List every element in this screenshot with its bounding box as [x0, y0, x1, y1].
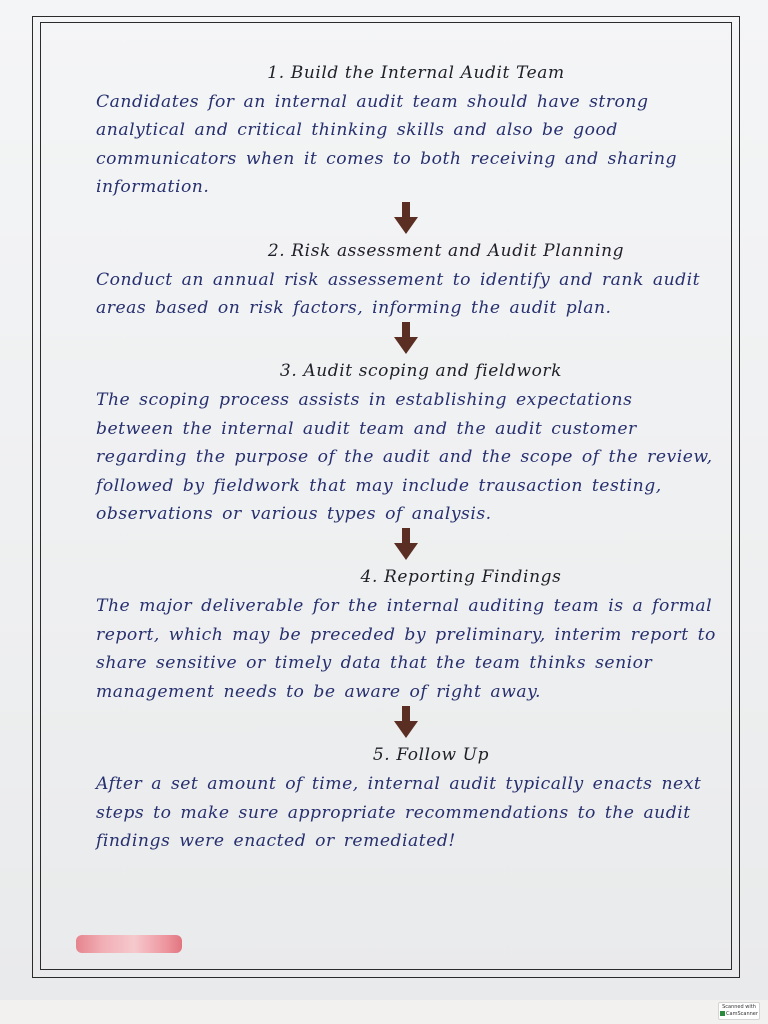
watermark-line-1: Scanned with [722, 1004, 756, 1010]
section-heading: 4. Reporting Findings [360, 567, 562, 588]
section-body: After a set amount of time, internal audit typically enacts next steps to make sure appropriate recommendations to the audit findings were enacted or remediated! [96, 774, 702, 851]
scanner-watermark-badge [718, 1002, 760, 1020]
pink-highlighter-mark [76, 935, 182, 953]
section-heading: 1. Build the Internal Audit Team [267, 63, 565, 83]
camscanner-logo-icon [720, 1011, 725, 1016]
section-heading: 5. Follow Up [372, 745, 490, 766]
section-audit-scoping [96, 356, 716, 528]
section-reporting-findings [96, 562, 716, 706]
section-body: Candidates for an internal audit team should have strong analytical and critical thinking skills and also be good communicators when it comes to both receiving and sharing information. [96, 92, 678, 198]
watermark-line-2-wrap [719, 1011, 759, 1018]
section-body: The major deliverable for the internal auditing team is a formal report, which may be preceded by preliminary, interim report to share sensitive or timely data that the team thinks senior management needs to be aware of right away. [96, 596, 716, 702]
audit-process-notes [96, 58, 716, 855]
down-arrow-icon [96, 202, 716, 236]
section-build-team [96, 58, 716, 202]
down-arrow-icon [96, 706, 716, 740]
section-heading: 3. Audit scoping and fieldwork [279, 361, 563, 382]
watermark-line-2: CamScanner [726, 1011, 758, 1017]
section-risk-assessment [96, 236, 716, 323]
section-body: Conduct an annual risk assessement to identify and rank audit areas based on risk factors, informing the audit plan. [96, 269, 701, 319]
section-heading: 2. Risk assessment and Audit Planning [267, 240, 625, 261]
section-follow-up [96, 740, 716, 855]
down-arrow-icon [96, 528, 716, 562]
down-arrow-icon [96, 322, 716, 356]
section-body: The scoping process assists in establishing expectations between the internal audit team and the audit customer regarding the purpose of the audit and the scope of the review, followed by fieldwork that may include trausaction testing, observations or various types of analysis. [96, 390, 713, 525]
